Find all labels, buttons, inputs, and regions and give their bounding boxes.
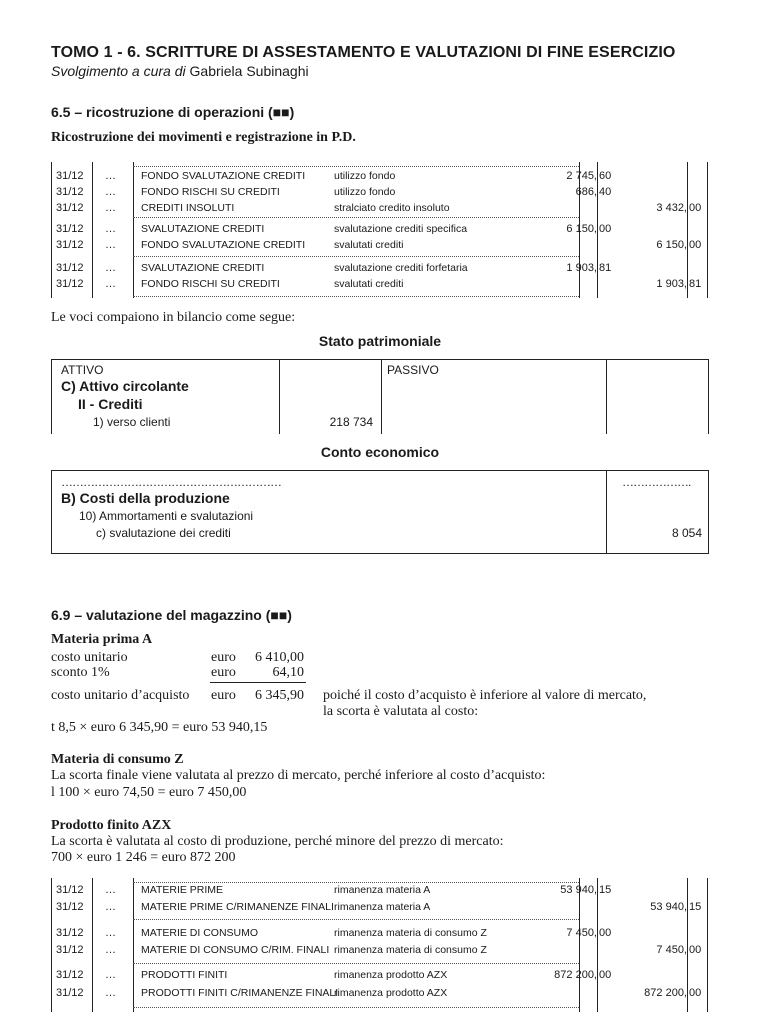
journal-description: rimanenza materia di consumo Z (334, 944, 487, 956)
journal-ref: … (105, 987, 116, 999)
journal-description: rimanenza materia A (334, 884, 431, 896)
sconto-value: 64,10 (272, 665, 304, 680)
page-subtitle (51, 63, 309, 79)
journal-date: 31/12 (56, 901, 84, 913)
journal-row (51, 882, 709, 898)
materia-z-calc: l 100 × euro 74,50 = euro 7 450,00 (51, 785, 247, 800)
attivo-circolante-heading: C) Attivo circolante (61, 378, 189, 394)
journal-avere-cents: 00 (689, 239, 702, 251)
journal-description: svalutati crediti (334, 278, 404, 290)
journal-row (51, 967, 709, 983)
journal-account: SVALUTAZIONE CREDITI (141, 223, 265, 235)
journal-row (51, 925, 709, 941)
journal-date: 31/12 (56, 927, 84, 939)
journal-ref: … (105, 170, 116, 182)
journal-row (51, 985, 709, 1001)
journal-avere-amount: 6 150, (656, 239, 687, 251)
materia-a-title: Materia prima A (51, 632, 153, 647)
journal-row (51, 260, 709, 276)
costo-unitario-currency: euro (211, 650, 236, 665)
journal-dare-cents: 00 (599, 927, 612, 939)
journal-account: SVALUTAZIONE CREDITI (141, 262, 265, 274)
prodotto-azx-title: Prodotto finito AZX (51, 818, 172, 833)
journal-description: svalutazione crediti specifica (334, 223, 468, 235)
conto-economico-title: Conto economico (320, 444, 440, 460)
journal-dare-amount: 2 745, (566, 170, 597, 182)
journal-avere-amount: 7 450, (656, 944, 687, 956)
journal-date: 31/12 (56, 278, 84, 290)
journal-description: rimanenza materia A (334, 901, 431, 913)
materia-a-note-line2: la scorta è valutata al costo: (323, 704, 479, 719)
journal-account: PRODOTTI FINITI (141, 969, 228, 981)
journal-account: MATERIE PRIME (141, 884, 224, 896)
journal-row (51, 942, 709, 958)
verso-clienti-label: 1) verso clienti (93, 415, 171, 429)
journal-date: 31/12 (56, 969, 84, 981)
journal-date: 31/12 (56, 186, 84, 198)
journal-date: 31/12 (56, 239, 84, 251)
journal-description: stralciato credito insoluto (334, 202, 450, 214)
journal-row (51, 899, 709, 915)
materia-z-title: Materia di consumo Z (51, 752, 184, 767)
journal-avere-amount: 1 903, (656, 278, 687, 290)
journal-date: 31/12 (56, 262, 84, 274)
journal-avere-amount: 872 200, (644, 987, 687, 999)
journal-table-6-5 (51, 162, 709, 298)
ce-dots-right: ………………. (622, 475, 691, 489)
ammortamenti-label: 10) Ammortamenti e svalutazioni (79, 509, 254, 523)
journal-avere-amount: 3 432, (656, 202, 687, 214)
prodotto-azx-text: La scorta è valutata al costo di produzione, perché minore del prezzo di mercato: (51, 834, 504, 849)
journal-dare-amount: 686, (575, 186, 597, 198)
journal-avere-cents: 81 (689, 278, 702, 290)
journal-account: FONDO RISCHI SU CREDITI (141, 186, 280, 198)
journal-ref: … (105, 278, 116, 290)
journal-account: FONDO RISCHI SU CREDITI (141, 278, 280, 290)
journal-dare-cents: 81 (599, 262, 612, 274)
journal-ref: … (105, 884, 116, 896)
journal-dare-amount: 7 450, (566, 927, 597, 939)
journal-ref: … (105, 927, 116, 939)
journal-account: FONDO SVALUTAZIONE CREDITI (141, 239, 306, 251)
costo-acquisto-value: 6 345,90 (255, 688, 304, 703)
journal-ref: … (105, 186, 116, 198)
subtitle-author: Gabriela Subinaghi (189, 63, 309, 79)
journal-description: svalutazione crediti forfetaria (334, 262, 468, 274)
svalutazione-crediti-label: c) svalutazione dei crediti (96, 526, 231, 540)
journal-account: MATERIE DI CONSUMO (141, 927, 259, 939)
section-6-5-subheading: Ricostruzione dei movimenti e registrazione in P.D. (51, 130, 356, 145)
journal-account: MATERIE PRIME C/RIMANENZE FINALI (141, 901, 334, 913)
journal-date: 31/12 (56, 223, 84, 235)
section-6-5-heading: 6.5 – ricostruzione di operazioni (■■) (51, 104, 295, 120)
journal-ref: … (105, 223, 116, 235)
journal-avere-cents: 00 (689, 987, 702, 999)
journal-avere-cents: 00 (689, 944, 702, 956)
crediti-heading: II - Crediti (78, 396, 143, 412)
journal-avere-cents: 15 (689, 901, 702, 913)
journal-ref: … (105, 239, 116, 251)
journal-row (51, 221, 709, 237)
journal-dare-cents: 60 (599, 170, 612, 182)
journal-date: 31/12 (56, 170, 84, 182)
materia-a-note-line1: poiché il costo d’acquisto è inferiore al valore di mercato, (323, 688, 647, 703)
journal-row (51, 276, 709, 292)
journal-description: utilizzo fondo (334, 186, 396, 198)
svalutazione-crediti-value: 8 054 (671, 526, 702, 540)
sconto-label: sconto 1% (51, 665, 110, 680)
prodotto-azx-calc: 700 × euro 1 246 = euro 872 200 (51, 850, 236, 865)
journal-ref: … (105, 969, 116, 981)
journal-row (51, 200, 709, 216)
journal-description: rimanenza materia di consumo Z (334, 927, 487, 939)
journal-date: 31/12 (56, 987, 84, 999)
journal-row (51, 237, 709, 253)
journal-dare-amount: 872 200, (554, 969, 597, 981)
materia-z-text: La scorta finale viene valutata al prezzo di mercato, perché inferiore al costo d’acquisto: (51, 768, 546, 783)
journal-dare-cents: 15 (599, 884, 612, 896)
journal-table-6-9 (51, 878, 709, 1012)
journal-dare-amount: 1 903, (566, 262, 597, 274)
costi-produzione-heading: B) Costi della produzione (61, 490, 230, 506)
journal-date: 31/12 (56, 944, 84, 956)
journal-dare-cents: 00 (599, 223, 612, 235)
attivo-label: ATTIVO (61, 363, 104, 377)
journal-ref: … (105, 262, 116, 274)
costo-unitario-value: 6 410,00 (255, 650, 304, 665)
journal-avere-amount: 53 940, (650, 901, 687, 913)
page-title: TOMO 1 - 6. SCRITTURE DI ASSESTAMENTO E VALUTAZIONI DI FINE ESERCIZIO (51, 44, 676, 61)
journal-avere-cents: 00 (689, 202, 702, 214)
journal-row (51, 184, 709, 200)
journal-description: svalutati crediti (334, 239, 404, 251)
journal-dare-amount: 6 150, (566, 223, 597, 235)
journal-description: utilizzo fondo (334, 170, 396, 182)
journal-row (51, 168, 709, 184)
journal-ref: … (105, 202, 116, 214)
journal-dare-cents: 00 (599, 969, 612, 981)
journal-account: FONDO SVALUTAZIONE CREDITI (141, 170, 306, 182)
journal-account: CREDITI INSOLUTI (141, 202, 235, 214)
journal-dare-cents: 40 (599, 186, 612, 198)
journal-date: 31/12 (56, 884, 84, 896)
stato-patrimoniale-table (51, 359, 709, 434)
costo-acquisto-currency: euro (211, 688, 236, 703)
materia-a-calc: t 8,5 × euro 6 345,90 = euro 53 940,15 (51, 720, 268, 735)
journal-date: 31/12 (56, 202, 84, 214)
journal-dare-amount: 53 940, (560, 884, 597, 896)
journal-account: PRODOTTI FINITI C/RIMANENZE FINALI (141, 987, 339, 999)
costo-unitario-label: costo unitario (51, 650, 128, 665)
section-6-9-heading: 6.9 – valutazione del magazzino (■■) (51, 607, 292, 623)
costo-acquisto-label: costo unitario d’acquisto (51, 688, 190, 703)
subtitle-prefix: Svolgimento a cura di (51, 63, 186, 79)
passivo-label: PASSIVO (387, 363, 439, 377)
conto-economico-table (51, 470, 709, 554)
sconto-currency: euro (211, 665, 236, 680)
ce-dots-left: …………………………………………………… (61, 475, 281, 489)
subtotal-rule (210, 682, 306, 683)
journal-ref: … (105, 944, 116, 956)
journal-description: rimanenza prodotto AZX (334, 969, 448, 981)
journal-ref: … (105, 901, 116, 913)
journal-account: MATERIE DI CONSUMO C/RIM. FINALI (141, 944, 330, 956)
verso-clienti-value: 218 734 (329, 415, 373, 429)
journal-description: rimanenza prodotto AZX (334, 987, 448, 999)
bilancio-intro: Le voci compaiono in bilancio come segue: (51, 310, 296, 325)
stato-patrimoniale-title: Stato patrimoniale (318, 333, 442, 349)
